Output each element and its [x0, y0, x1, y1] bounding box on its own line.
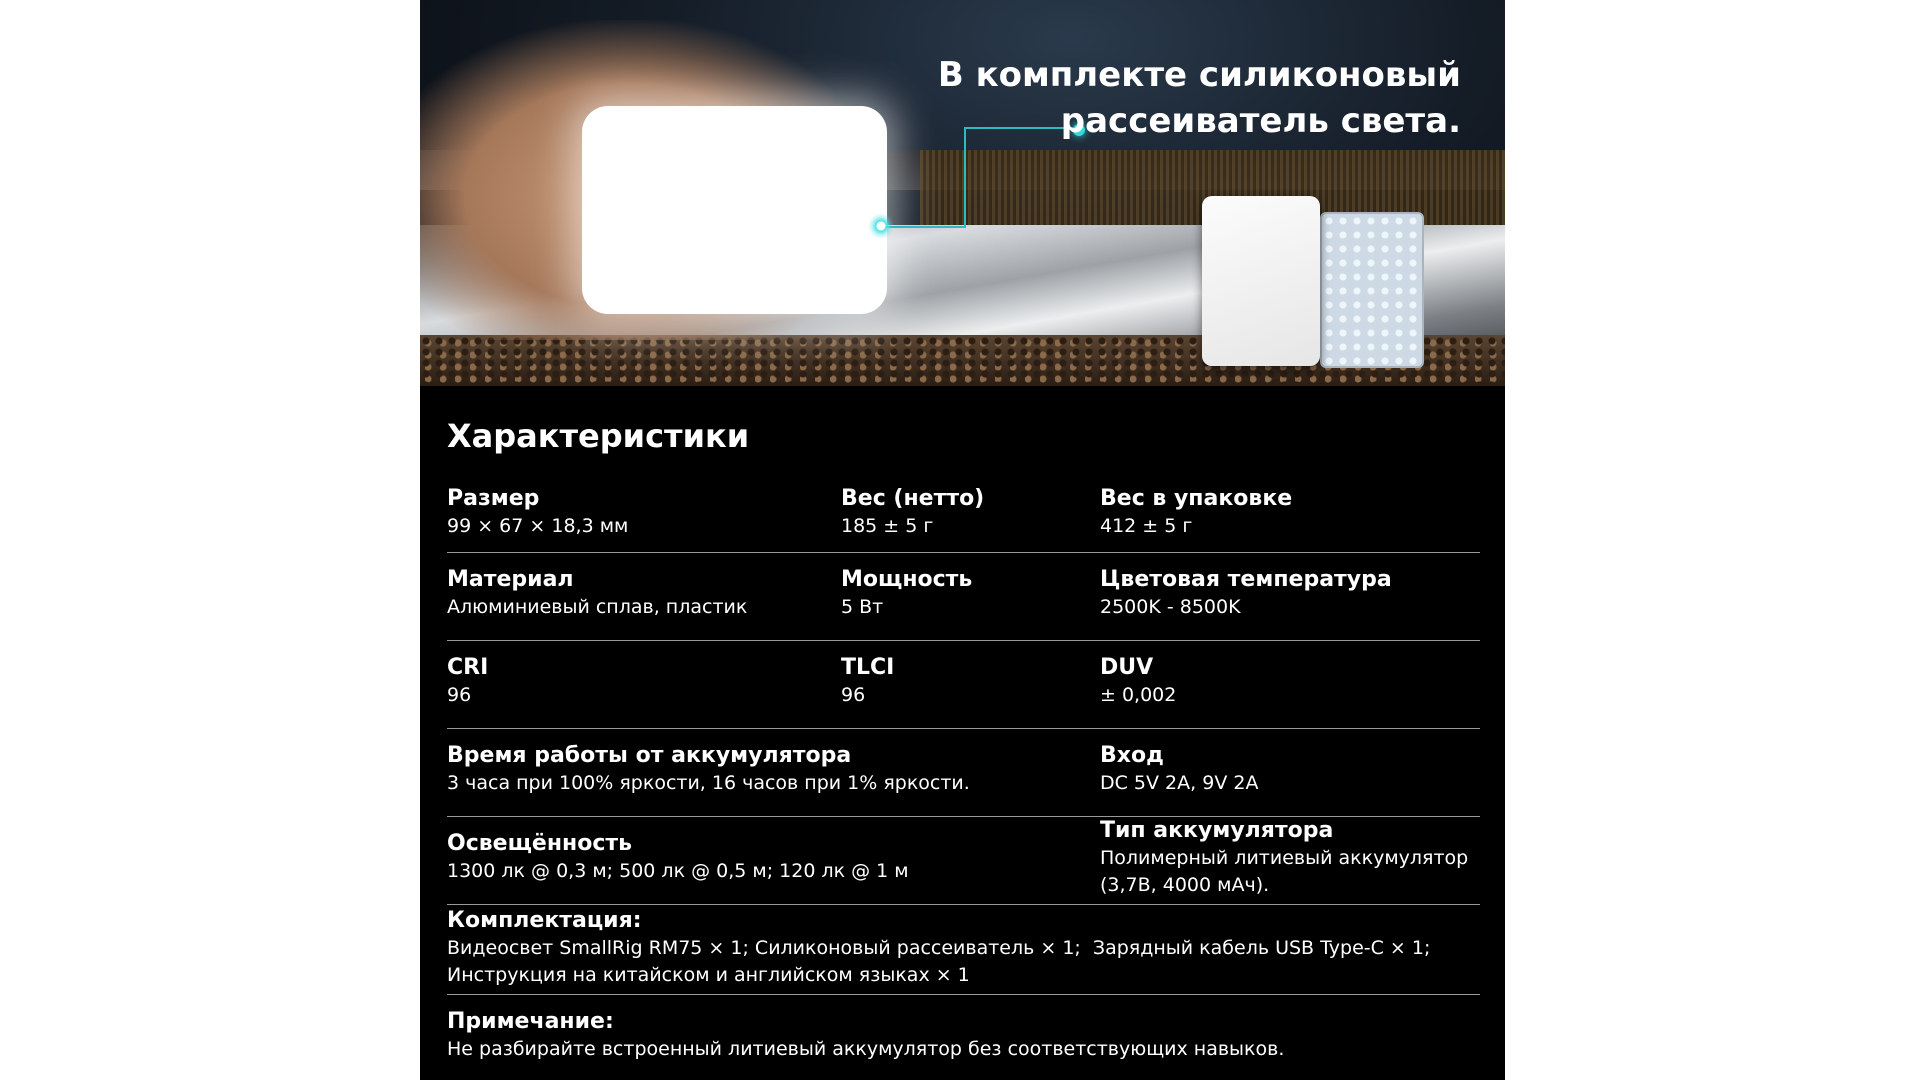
row-divider [447, 728, 1480, 729]
spec-power [841, 566, 972, 621]
spec-color-temperature [1100, 566, 1392, 621]
spec-value: 5 Вт [841, 596, 884, 618]
spec-label: Вес в упаковке [1100, 486, 1293, 511]
spec-illuminance [447, 830, 909, 885]
spec-net-weight [841, 485, 984, 540]
spec-package-contents [447, 907, 1430, 989]
spec-material [447, 566, 747, 621]
row-divider [447, 994, 1480, 995]
spec-value: 3 часа при 100% яркости, 16 часов при 1% яркости. [447, 772, 970, 794]
product-info-panel [420, 0, 1505, 1080]
spec-value: 1300 лк @ 0,3 м; 500 лк @ 0,5 м; 120 лк @ 1 м [447, 860, 909, 882]
spec-tlci [841, 654, 894, 709]
spec-label: Мощность [841, 567, 973, 592]
spec-value: DC 5V 2A, 9V 2A [1100, 772, 1259, 794]
spec-input [1100, 742, 1258, 797]
spec-value: 99 × 67 × 18,3 мм [447, 515, 629, 537]
callout-start-dot [868, 213, 894, 239]
spec-label: Тип аккумулятора [1100, 818, 1334, 843]
spec-label: DUV [1100, 655, 1154, 680]
spec-value: 185 ± 5 г [841, 515, 934, 537]
product-photo [420, 0, 1505, 386]
spec-value: 2500K - 8500K [1100, 596, 1241, 618]
spec-label: Время работы от аккумулятора [447, 743, 852, 768]
spec-label: Комплектация: [447, 908, 642, 933]
spec-cri [447, 654, 488, 709]
spec-value: 96 [841, 684, 866, 706]
spec-label: Вес (нетто) [841, 486, 985, 511]
spec-value: 96 [447, 684, 472, 706]
spec-note [447, 1008, 1284, 1063]
spec-battery-runtime [447, 742, 970, 797]
spec-value: 412 ± 5 г [1100, 515, 1193, 537]
spec-value-line-1: Видеосвет SmallRig RM75 × 1; Силиконовый рассеиватель × 1; Зарядный кабель USB Type-C × 1; [447, 937, 1431, 959]
spec-value: Алюминиевый сплав, пластик [447, 596, 748, 618]
headline-line-2: рассеиватель света. [1060, 101, 1461, 141]
row-divider [447, 904, 1480, 905]
spec-value: ± 0,002 [1100, 684, 1177, 706]
spec-label: TLCI [841, 655, 895, 680]
spec-size [447, 485, 628, 540]
spec-label: Освещённость [447, 831, 633, 856]
spec-value-line-2: Инструкция на китайском и английском языках × 1 [447, 964, 970, 986]
spec-value-line-1: Полимерный литиевый аккумулятор [1100, 847, 1469, 869]
spec-label: Материал [447, 567, 574, 592]
led-panel-device [1320, 212, 1424, 368]
spec-duv [1100, 654, 1176, 709]
spec-value: Не разбирайте встроенный литиевый аккумулятор без соответствующих навыков. [447, 1038, 1285, 1060]
spec-battery-type [1100, 817, 1468, 899]
row-divider [447, 640, 1480, 641]
specs-title: Характеристики [447, 417, 750, 455]
headline-line-1: В комплекте силиконовый [937, 55, 1461, 95]
row-divider [447, 552, 1480, 553]
spec-package-weight [1100, 485, 1292, 540]
spec-label: Примечание: [447, 1009, 614, 1034]
spec-label: Цветовая температура [1100, 567, 1392, 592]
diffuser-light [582, 106, 887, 314]
spec-label: CRI [447, 655, 489, 680]
photo-headline [901, 52, 1461, 144]
spec-label: Размер [447, 486, 540, 511]
spec-label: Вход [1100, 743, 1164, 768]
silicone-diffuser [1202, 196, 1320, 366]
spec-value-line-2: (3,7В, 4000 мАч). [1100, 874, 1270, 896]
